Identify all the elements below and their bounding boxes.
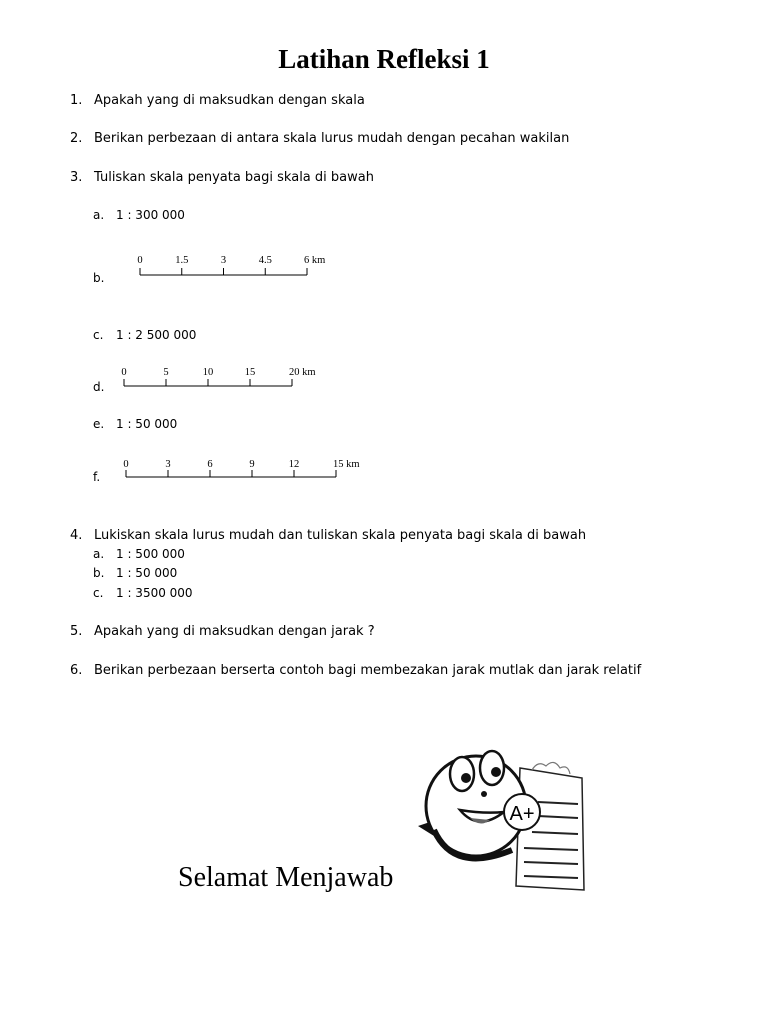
scale-tick-label: 15 [244,367,256,378]
scale-ratio: 1 : 50 000 [116,417,178,431]
question-number: 3. [70,170,83,185]
item-letter: a. [93,208,105,222]
question-number: 5. [70,624,83,639]
scale-ratio: 1 : 500 000 [116,547,185,561]
item-letter: d. [93,380,105,394]
item-letter: b. [93,566,105,580]
question-text: Apakah yang di maksudkan dengan skala [94,93,365,108]
scale-tick-label: 3 [220,255,227,266]
scale-tick-label: 9 [249,459,255,470]
scale-tick-label: 0 [123,459,129,470]
linear-scale-f [123,455,360,483]
item-letter: e. [93,417,105,431]
closing-message: Selamat Menjawab [178,862,394,893]
scale-tick-label: 15 km [333,459,360,470]
scale-tick-label: 3 [165,459,171,470]
scale-ratio: 1 : 300 000 [116,208,185,222]
question-text: Tuliskan skala penyata bagi skala di bawah [94,170,374,185]
grade-badge [504,794,540,830]
scale-tick-label: 6 [207,459,213,470]
question-text: Lukiskan skala lurus mudah dan tuliskan skala penyata bagi skala di bawah [94,528,587,543]
item-letter: c. [93,328,104,342]
scale-tick-label: 0 [121,367,127,378]
scale-tick-label: 12 [288,459,300,470]
grade-badge-text: A+ [509,803,535,825]
linear-scale-b [137,252,326,282]
item-letter: c. [93,586,104,600]
question-number: 1. [70,93,83,108]
question-text: Apakah yang di maksudkan dengan jarak ? [94,624,375,639]
scale-ratio: 1 : 50 000 [116,566,178,580]
scale-tick-label: 0 [137,255,143,266]
scale-tick-label: 1.5 [175,255,189,266]
scale-tick-label: 4.5 [258,255,272,266]
scale-tick-label: 6 km [304,255,326,266]
scale-tick-label: 20 km [289,367,316,378]
question-number: 6. [70,663,83,678]
smiley-mascot-illustration [412,740,594,892]
linear-scale-d [121,364,316,392]
item-letter: f. [93,470,101,484]
scale-tick-label: 5 [163,367,169,378]
scale-tick-label: 10 [202,367,214,378]
question-text: Berikan perbezaan berserta contoh bagi membezakan jarak mutlak dan jarak relatif [94,663,642,678]
question-text: Berikan perbezaan di antara skala lurus mudah dengan pecahan wakilan [94,131,570,146]
scale-ratio: 1 : 2 500 000 [116,328,197,342]
scale-ratio: 1 : 3500 000 [116,586,193,600]
item-letter: b. [93,271,105,285]
page-title: Latihan Refleksi 1 [278,44,490,74]
item-letter: a. [93,547,105,561]
question-number: 4. [70,528,83,543]
question-number: 2. [70,131,83,146]
